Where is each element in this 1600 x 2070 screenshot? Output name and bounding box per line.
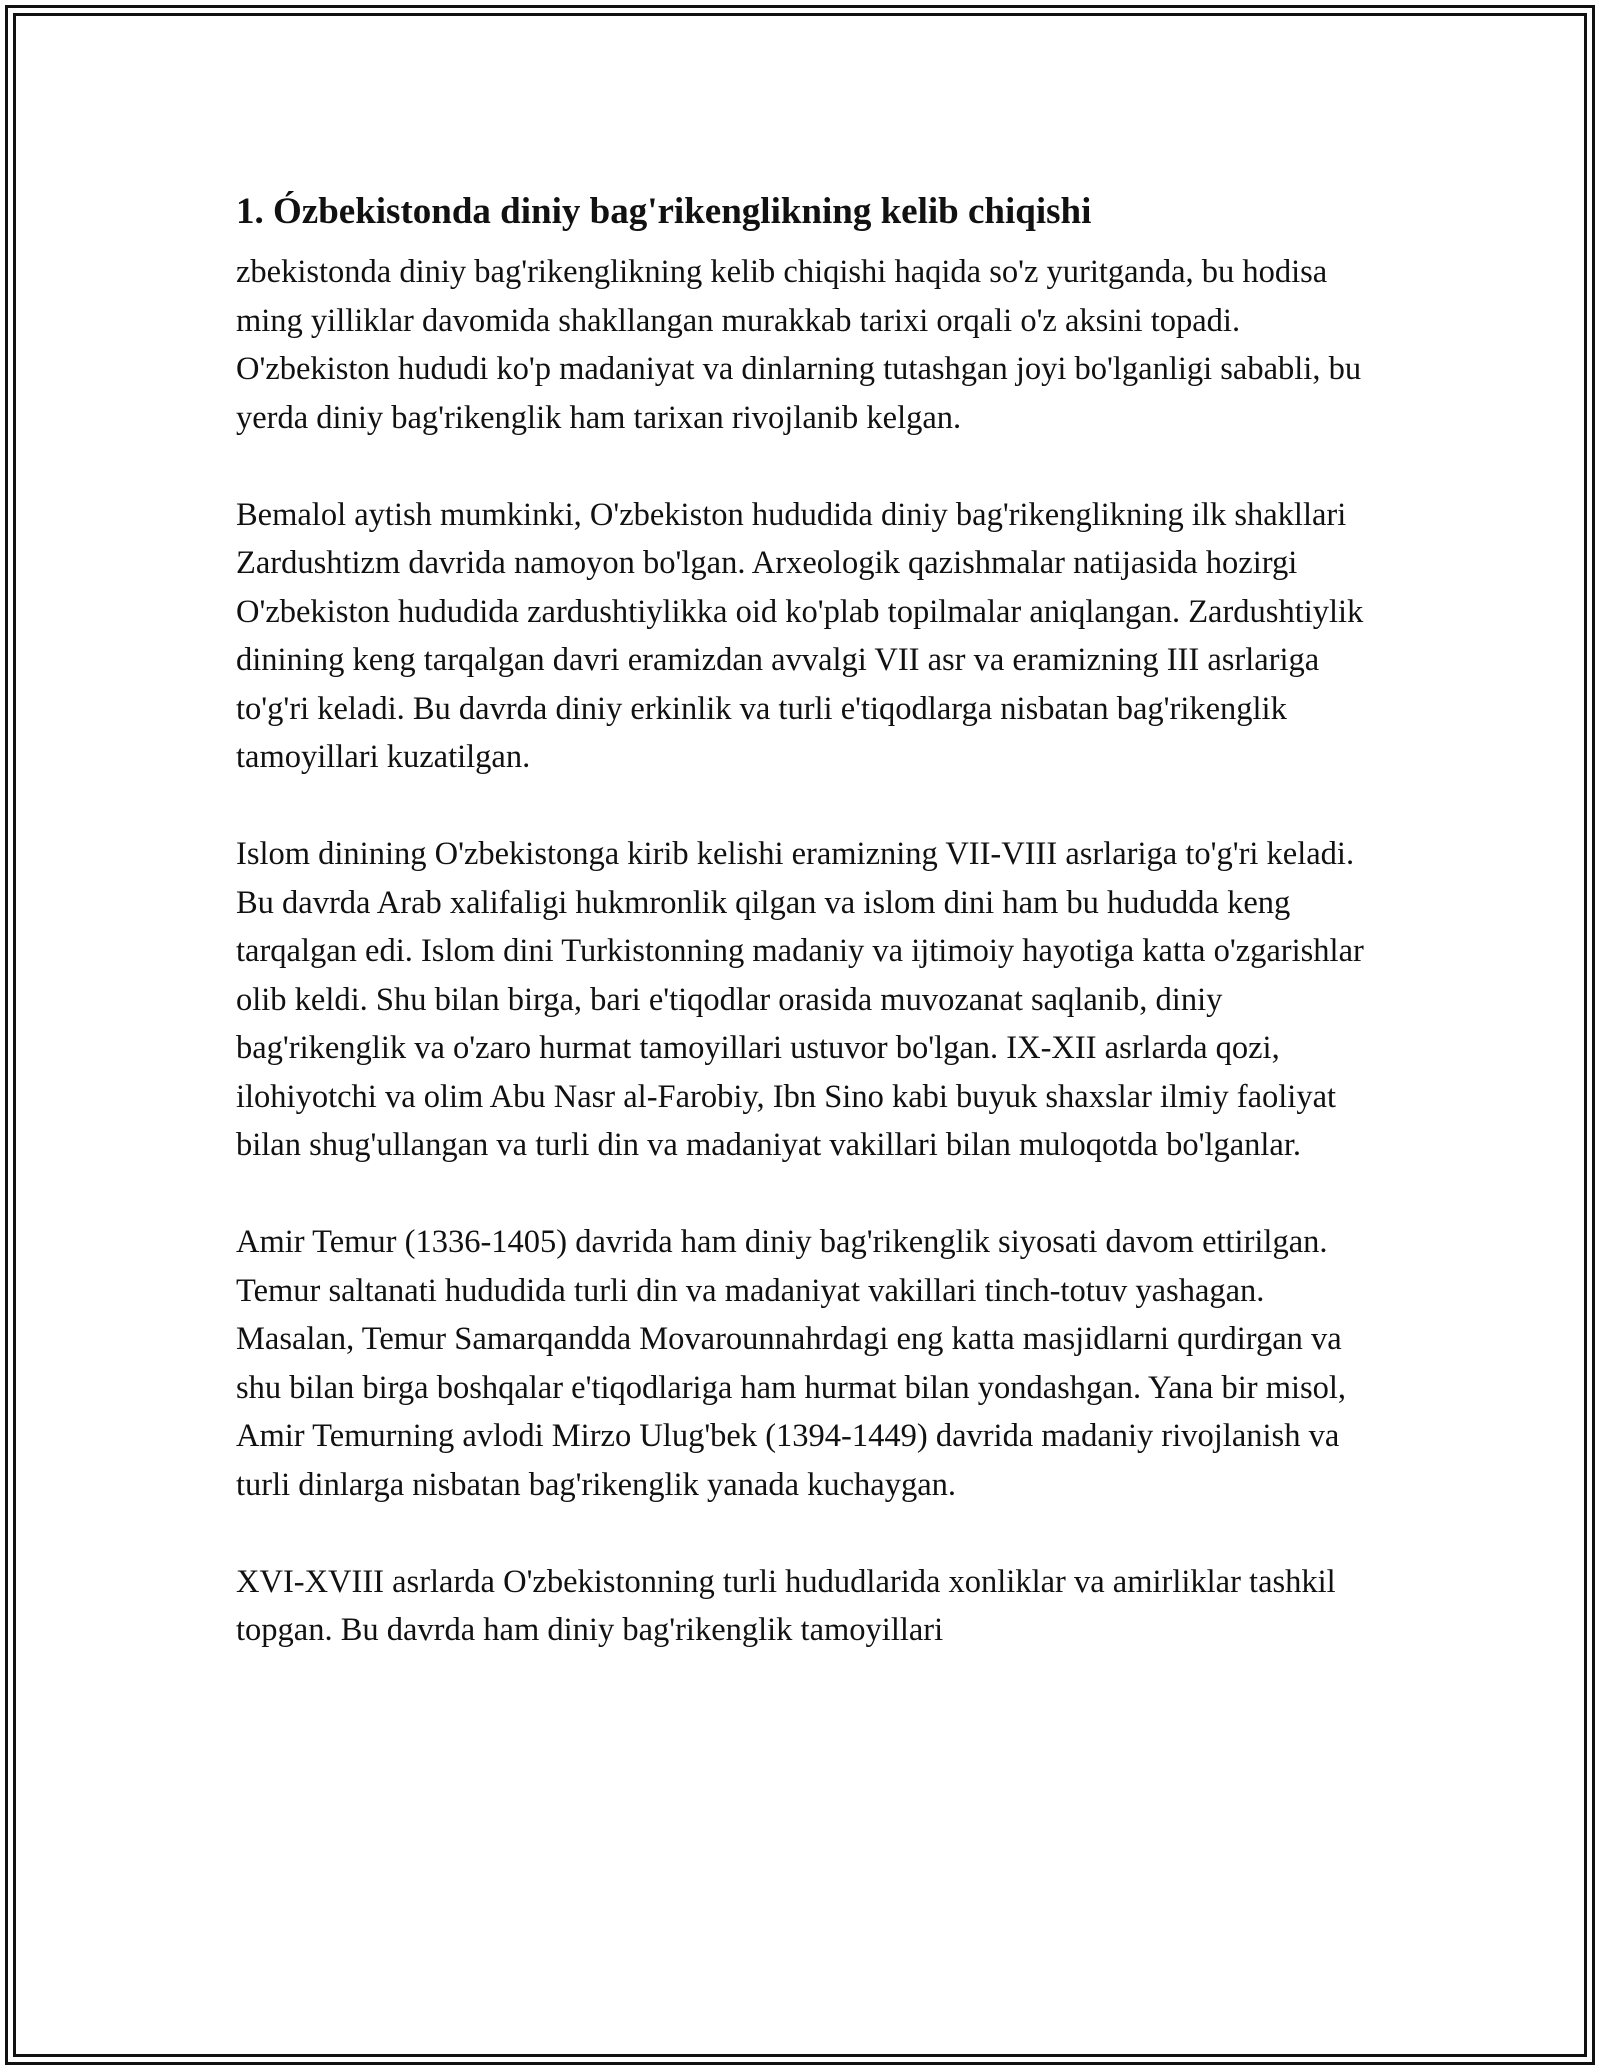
paragraph-2: Bemalol aytish mumkinki, O'zbekiston hududida diniy bag'rikenglikning ilk shakllari Zardushtizm davrida namoyon bo'lgan. Arxeologik qazishmalar natijasida hozirgi O'zbekiston hududida zardushtiylikka oid ko'plab topilmalar aniqlangan. Zardushtiylik dinining keng tarqalgan davri eramizdan avvalgi VII asr va eramizning III asrlariga to'g'ri keladi. Bu davrda diniy erkinlik va turli e'tiqodlarga nisbatan bag'rikenglik tamoyillari kuzatilgan.	[236, 496, 1364, 775]
paragraph-4: Amir Temur (1336-1405) davrida ham diniy bag'rikenglik siyosati davom ettirilgan. Temur saltanati hududida turli din va madaniyat vakillari tinch-totuv yashagan. Masalan, Temur Samarqandda Movarounnahrdagi eng katta masjidlarni qurdirgan va shu bilan birga boshqalar e'tiqodlariga ham hurmat bilan yondashgan. Yana bir misol, Amir Temurning avlodi Mirzo Ulug'bek (1394-1449) davrida madaniy rivojlanish va turli dinlarga nisbatan bag'rikenglik yanada kuchaygan.	[236, 1224, 1347, 1503]
paragraph-1: zbekistonda diniy bag'rikenglikning kelib chiqishi haqida so'z yuritganda, bu hodisa ming yilliklar davomida shakllangan murakkab tarixi orqali o'z aksini topadi. O'zbekiston hududi ko'p madaniyat va dinlarning tutashgan joyi bo'lganligi sababli, bu yerda diniy bag'rikenglik ham tarixan rivojlanib kelgan.	[236, 254, 1362, 436]
section-heading: 1. Ózbekistonda diniy bag'rikenglikning kelib chiqishi	[236, 191, 1092, 232]
paragraph-3: Islom dinining O'zbekistonga kirib kelishi eramizning VII-VIII asrlariga to'g'ri keladi. Bu davrda Arab xalifaligi hukmronlik qilgan va islom dini ham bu hududda keng tarqalgan edi. Islom dini Turkistonning madaniy va ijtimoiy hayotiga katta o'zgarishlar olib keldi. Shu bilan birga, bari e'tiqodlar orasida muvozanat saqlanib, diniy bag'rikenglik va o'zaro hurmat tamoyillari ustuvor bo'lgan. IX-XII asrlarda qozi, ilohiyotchi va olim Abu Nasr al-Farobiy, Ibn Sino kabi buyuk shaxslar ilmiy faoliyat bilan shug'ullangan va turli din va madaniyat vakillari bilan muloqotda bo'lganlar.	[236, 836, 1364, 1163]
paragraph-5: XVI-XVIII asrlarda O'zbekistonning turli hududlarida xonliklar va amirliklar tashkil topgan. Bu davrda ham diniy bag'rikenglik tamoyillari	[236, 1563, 1336, 1648]
document-body	[236, 186, 1371, 1703]
